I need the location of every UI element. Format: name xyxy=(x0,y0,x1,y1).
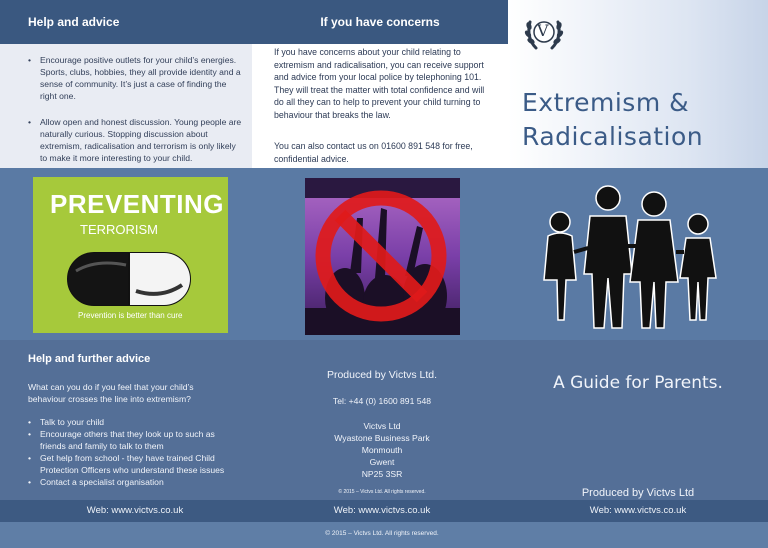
cover-title xyxy=(522,86,703,154)
further-advice-bullet: • Get help from school - they have trained Child Protection Officers who understand these issues xyxy=(28,452,238,476)
prohibited-rally-icon xyxy=(305,178,460,335)
address-line: Gwent xyxy=(369,457,395,467)
web-label: Web: xyxy=(86,505,112,516)
family-icon xyxy=(528,182,728,332)
produced-web-link[interactable] xyxy=(262,505,502,516)
address-line: Wyastone Business Park xyxy=(334,433,430,443)
web-label: Web: xyxy=(333,505,359,516)
further-advice-heading: Help and further advice xyxy=(28,353,151,365)
produced-heading: Produced by Victvs Ltd. xyxy=(326,369,438,381)
produced-address xyxy=(262,420,502,480)
further-advice-intro: What can you do if you feel that your child’s behaviour crosses the line into extremism? xyxy=(28,382,194,404)
concerns-panel xyxy=(252,44,508,168)
help-advice-heading: Help and advice xyxy=(0,0,252,44)
footer-copyright: © 2015 – Victvs Ltd. All rights reserved. xyxy=(325,530,439,537)
help-advice-bullet: • Allow open and honest discussion. Young people are naturally curious. Stopping discussion about extremism, radicalisation and terrorism is only likely to make it more interesting to your child. xyxy=(28,116,243,164)
poster-subtitle: TERRORISM xyxy=(80,222,158,237)
pill-capsule-image xyxy=(66,251,192,307)
poster-tagline: Prevention is better than cure xyxy=(78,311,183,320)
cover-title-line1: Extremism & xyxy=(522,88,690,117)
cover-web-link[interactable] xyxy=(508,505,768,516)
web-url[interactable]: www.victvs.co.uk xyxy=(358,505,431,516)
help-advice-panel xyxy=(0,44,252,168)
further-advice-bullet: • Encourage others that they look up to such as friends and family to talk to them xyxy=(28,428,238,452)
cover-title-line2: Radicalisation xyxy=(522,122,704,151)
further-web-link[interactable] xyxy=(0,505,270,516)
further-advice-list xyxy=(28,416,238,488)
concerns-heading: If you have concerns xyxy=(252,0,508,44)
further-advice-bullet: • Contact a specialist organisation xyxy=(28,476,238,488)
web-url[interactable]: www.victvs.co.uk xyxy=(111,505,184,516)
logo-letter: V xyxy=(537,21,549,40)
help-advice-bullet: • Encourage positive outlets for your child’s energies. Sports, clubs, hobbies, they all provide identity and a sense of community. It’s just a case of finding the right one. xyxy=(28,54,243,102)
cover-produced-by: Produced by Victvs Ltd xyxy=(581,487,695,499)
poster-title: PREVENTING xyxy=(50,189,225,219)
concerns-paragraph: If you have concerns about your child relating to extremism and radicalisation, you can receive support and advice from your local police by telephoning 101. They will treat the matter with total confidence and will do all they can to help to prevent your child turning to behaviour that breaks the law. xyxy=(274,47,485,120)
cover-subtitle: A Guide for Parents. xyxy=(553,373,723,393)
address-line: NP25 3SR xyxy=(361,469,403,479)
pill-icon xyxy=(66,251,192,307)
victvs-logo xyxy=(522,10,566,54)
help-advice-list xyxy=(28,54,243,174)
produced-telephone: Tel: +44 (0) 1600 891 548 xyxy=(332,396,432,406)
no-extremism-photo xyxy=(305,178,460,335)
web-url[interactable]: www.victvs.co.uk xyxy=(614,505,687,516)
family-silhouette xyxy=(528,182,728,332)
produced-copyright-small: © 2015 – Victvs Ltd. All rights reserved. xyxy=(338,489,426,495)
further-advice-bullet: • Talk to your child xyxy=(28,416,238,428)
address-line: Victvs Ltd xyxy=(363,421,401,431)
concerns-contact: You can also contact us on 01600 891 548 for free, confidential advice. xyxy=(274,141,473,164)
web-label: Web: xyxy=(589,505,615,516)
address-line: Monmouth xyxy=(361,445,403,455)
